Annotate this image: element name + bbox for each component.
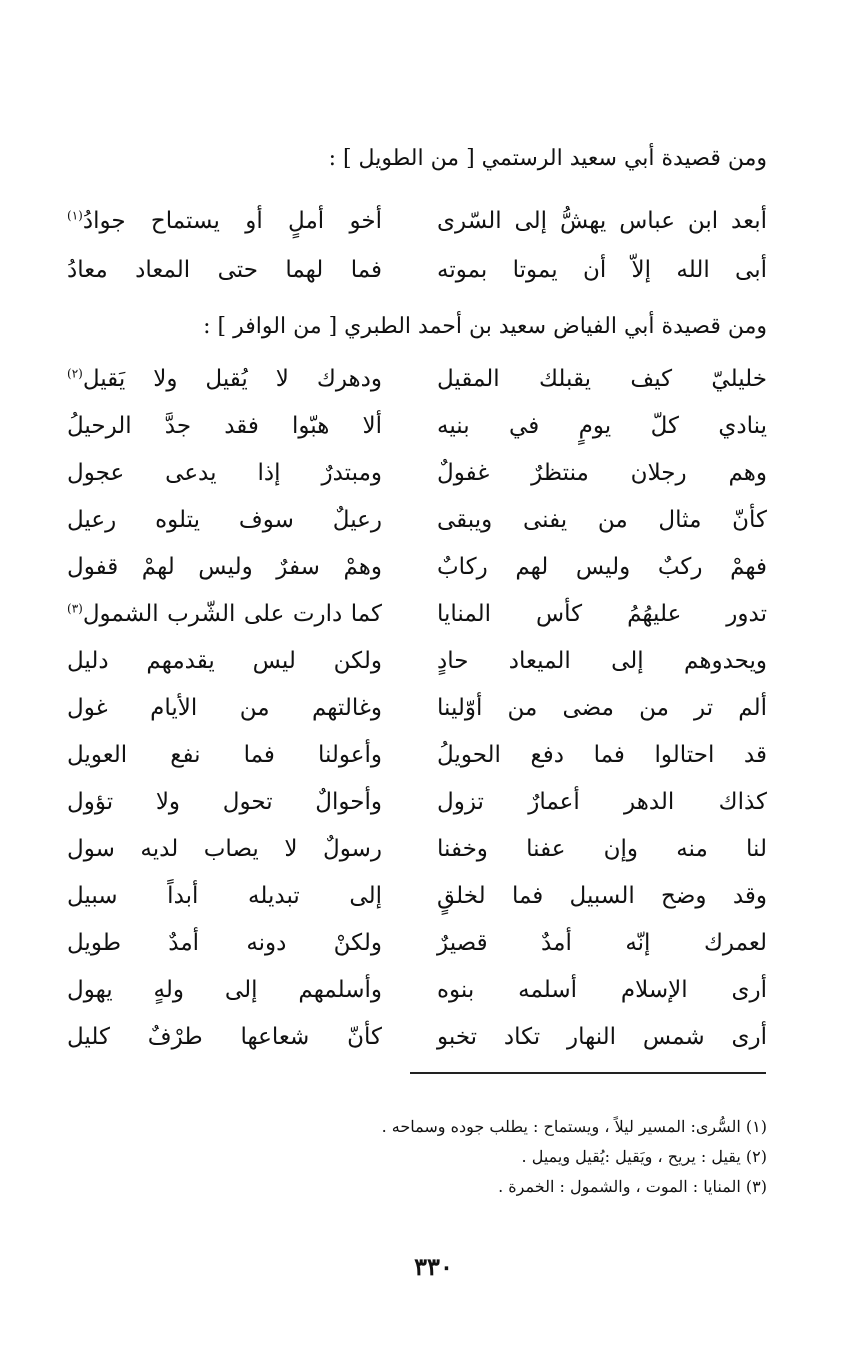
hemistich-text: رعيلٌ سوف يتلوه رعيل [67,506,382,533]
verse-first-hemistich: كذاك الدهر أعمارٌ تزول [437,788,767,815]
footnote: (٣) المنايا : الموت ، والشمول : الخمرة . [498,1177,767,1196]
hemistich-text: وأعولنا فما نفع العويل [67,741,382,768]
verse-first-hemistich: وقد وضح السبيل فما لخلقٍ [437,882,767,909]
footnote-marker: (١) [67,207,83,222]
verse-first-hemistich: قد احتالوا فما دفع الحويلُ [437,741,767,768]
footnote: (١) السُّرى: المسير ليلاً ، ويستماح : يطلب جوده وسماحه . [381,1117,767,1136]
verse-first-hemistich: أبى الله إلاّ أن يموتا بموته [437,256,767,283]
hemistich-text: ومبتدرٌ إذا يدعى عجول [67,459,382,486]
verse-second-hemistich [67,789,382,815]
verse-line [67,402,767,449]
hemistich-text: كأنّ شعاعها طرْفٌ كليل [67,1023,382,1050]
verse-second-hemistich [67,507,382,533]
verse-line [67,872,767,919]
hemistich-text: رسولٌ لا يصاب لديه سول [67,835,382,862]
hemistich-text: أخو أملٍ أو يستماح جوادُ [82,207,382,234]
verse-line [67,196,767,245]
verse-second-hemistich [67,836,382,862]
hemistich-text: إلى تبديله أبداً سبيل [67,882,382,909]
verse-second-hemistich [67,366,382,392]
hemistich-text: وغالتهم من الأيام غول [67,694,382,721]
verse-second-hemistich [67,695,382,721]
verse-line [67,590,767,637]
verse-second-hemistich [67,257,382,283]
verse-first-hemistich: ويحدوهم إلى الميعاد حادٍ [437,647,767,674]
verse-second-hemistich [67,648,382,674]
verse-line [67,245,767,294]
verse-first-hemistich: ينادي كلّ يومٍ في بنيه [437,412,767,439]
verse-second-hemistich [67,1024,382,1050]
verse-first-hemistich: كأنّ مثال من يفنى ويبقى [437,506,767,533]
hemistich-text: ودهرك لا يُقيل ولا يَقيل [82,365,382,392]
verse-second-hemistich [67,742,382,768]
hemistich-text: فما لهما حتى المعاد معادُ [67,256,382,283]
verse-line [67,684,767,731]
verse-second-hemistich [67,977,382,1003]
hemistich-text: ألا هبّوا فقد جدَّ الرحيلُ [67,412,382,439]
poem-introduction-2: ومن قصيدة أبي الفياض سعيد بن أحمد الطبري [ من الوافر ] : [203,314,767,339]
verse-line [67,637,767,684]
hemistich-text: كما دارت على الشّرب الشمول [82,600,382,627]
verse-first-hemistich: تدور عليهُمُ كأس المنايا [437,600,767,627]
hemistich-text: وهمْ سفرٌ وليس لهمْ قفول [67,553,382,580]
verse-line [67,496,767,543]
verse-line [67,919,767,966]
footnote-marker: (٣) [67,600,83,615]
verse-line [67,966,767,1013]
verse-line [67,449,767,496]
poem-introduction-1: ومن قصيدة أبي سعيد الرستمي [ من الطويل ] : [328,146,767,171]
verse-line [67,1013,767,1060]
verse-first-hemistich: وهم رجلان منتظرٌ غفولٌ [437,459,767,486]
verse-line [67,355,767,402]
verse-first-hemistich: لنا منه وإن عفنا وخفنا [437,835,767,862]
page-number: ٣٣٠ [414,1252,453,1281]
verse-second-hemistich [67,601,382,627]
footnote-separator [410,1072,766,1074]
poem-2 [67,355,767,1060]
hemistich-text: وأسلمهم إلى ولهٍ يهول [67,976,382,1003]
footnote: (٢) يقيل : يريح ، ويَقيل :يُقيل ويميل . [521,1147,767,1166]
hemistich-text: وأحوالٌ تحول ولا تؤول [67,788,382,815]
hemistich-text: ولكنْ دونه أمدٌ طويل [67,929,382,956]
verse-first-hemistich: ألم تر من مضى من أوّلينا [437,694,767,721]
poem-1 [67,196,767,294]
verse-first-hemistich: أبعد ابن عباس يهشُّ إلى السّرى [437,207,767,234]
verse-second-hemistich [67,883,382,909]
footnotes [67,1112,767,1202]
verse-line [67,731,767,778]
verse-first-hemistich: فهمْ ركبٌ وليس لهم ركابٌ [437,553,767,580]
footnote-marker: (٢) [67,365,83,380]
hemistich-text: ولكن ليس يقدمهم دليل [67,647,382,674]
verse-first-hemistich: لعمرك إنّه أمدٌ قصيرٌ [437,929,767,956]
verse-second-hemistich [67,413,382,439]
verse-line [67,778,767,825]
verse-line [67,825,767,872]
verse-first-hemistich: أرى الإسلام أسلمه بنوه [437,976,767,1003]
verse-first-hemistich: خليليّ كيف يقبلك المقيل [437,365,767,392]
verse-line [67,543,767,590]
verse-second-hemistich [67,460,382,486]
verse-first-hemistich: أرى شمس النهار تكاد تخبو [437,1023,767,1050]
verse-second-hemistich [67,208,382,234]
verse-second-hemistich [67,930,382,956]
verse-second-hemistich [67,554,382,580]
